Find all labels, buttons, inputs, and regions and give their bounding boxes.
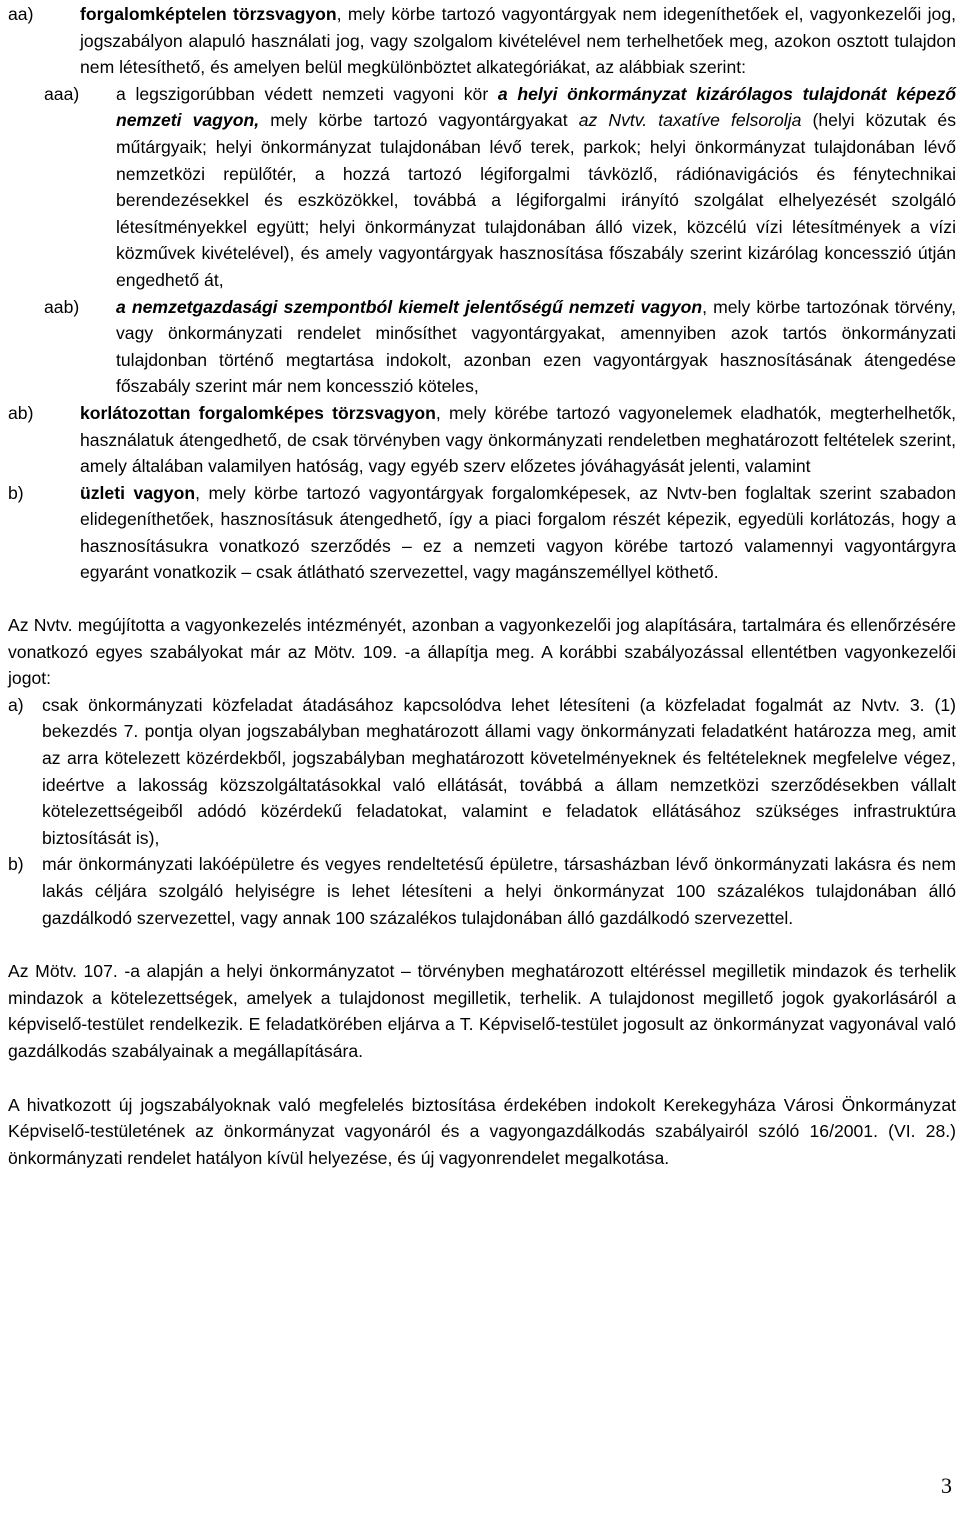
term-nemzetgazdasagi: a nemzetgazdasági szempontból kiemelt jelentőségű nemzeti vagyon bbox=[116, 296, 703, 317]
list-text-aab: , mely körbe tartozónak törvény, vagy önkormányzati rendelet minősíthet vagyontárgyakat, amennyiben azok tartós önkormányzati tulajdonban történő megtartása indokolt, azonban ezen vagyontárgyak hasznosításának átengedése főszabály szerint már nem koncesszió köteles, bbox=[116, 296, 956, 397]
list-item-b bbox=[8, 480, 956, 586]
paragraph-motv-107: Az Mötv. 107. -a alapján a helyi önkormányzatot – törvényben meghatározott eltéréssel megilletik mindazok és terhelik mindazok a kötelezettségek, amelyek a tulajdonost megilletik, terhelik. A tulajdonost megillető jogok gyakorlásáról a képviselő-testület rendelkezik. E feladatkörében eljárva a T. Képviselő-testület jogosult az önkormányzat vagyonával való gazdálkodás szabályainak a megállapítására. bbox=[8, 961, 956, 1061]
list-label-aab: aab) bbox=[44, 296, 80, 317]
term-forgalomkeptelen: forgalomképtelen törzsvagyon bbox=[80, 4, 337, 24]
paragraph-nvtv-intro: Az Nvtv. megújította a vagyonkezelés intézményét, azonban a vagyonkezelői jog alapítására, tartalmára és ellenőrzésére vonatkozó egyes szabályokat már az Mötv. 109. -a állapítja meg. A korábbi szabályozással ellentétben vagyonkezelői jogot: bbox=[8, 615, 956, 689]
paragraph-new-regulation: A hivatkozott új jogszabályoknak való megfelelés biztosítása érdekében indokolt Kerekegyháza Városi Önkormányzat Képviselő-testületének az önkormányzat vagyonáról és a vagyongazdálkodás szabályairól szóló 16/2001. (VI. 28.) önkormányzati rendelet hatályon kívül helyezése, és új vagyonrendelet megalkotása. bbox=[8, 1094, 956, 1168]
term-korlatozottan: korlátozottan forgalomképes törzsvagyon bbox=[80, 402, 436, 423]
list-text-aaa-2: mely körbe tartozó vagyontárgyakat bbox=[259, 110, 579, 131]
list-text-2b: már önkormányzati lakóépületre és vegyes rendeltetésű épületre, társasházban lévő önkormányzati lakásra és nem lakás céljára szolgáló helyiségre is lehet létesíteni a helyi önkormányzat 100 százalékos tulajdonában álló gazdálkodó szervezettel, vagy annak 100 százalékos tulajdonában álló gazdálkodó szervezettel. bbox=[42, 854, 956, 928]
list-label-2a: a) bbox=[8, 694, 24, 715]
list-item-ab bbox=[8, 400, 956, 480]
list-item-aaa bbox=[8, 81, 956, 294]
list-text-aaa-1: a legszigorúbban védett nemzeti vagyoni kör bbox=[116, 83, 498, 104]
list-text-aaa-3: (helyi közutak és műtárgyaik; helyi önkormányzat tulajdonában lévő terek, parkok; helyi önkormányzat tulajdonában lévő nemzetközi repülőtér, a hozzá tartozó légiforgalmi távközlő, rádiónavigációs és fénytechnikai berendezésekkel és eszközökkel, továbbá a légiforgalmi irányító szolgálat elhelyezését szolgáló létesítményekkel együtt; helyi önkormányzat tulajdonában álló vizek, közcélú vízi létesítmények a vízi közművek kivételével), és amely vagyontárgyak hasznosítása főszabály szerint kizárólag koncesszió útján engedhető át, bbox=[116, 110, 956, 290]
term-kizarolagos: a helyi önkormányzat kizárólagos tulajdonát képező nemzeti vagyon, bbox=[116, 83, 956, 131]
list-text-b: , mely körbe tartozó vagyontárgyak forgalomképesek, az Nvtv-ben foglaltak szerint szabadon elidegeníthetőek, hasznosításuk átengedhető, így a piaci forgalom részét képezik, egyedüli korlátozás, hogy a hasznosításukra vonatkozó szerződés – ez a nemzeti vagyon körébe tartozó valamennyi vagyontárgyra egyaránt vonatkozik – csak átlátható szervezettel, vagy magánszeméllyel köthető. bbox=[80, 482, 956, 583]
list-item-aa bbox=[8, 1, 956, 81]
list-item-aab bbox=[8, 294, 956, 400]
list-label-aa: aa) bbox=[8, 4, 34, 24]
spacer bbox=[8, 1065, 956, 1092]
list-item-2b bbox=[8, 851, 956, 931]
page-number: 3 bbox=[941, 1473, 952, 1498]
list-text-2a: csak önkormányzati közfeladat átadásához kapcsolódva lehet létesíteni (a közfeladat fogalmát az Nvtv. 3. (1) bekezdés 7. pontja olyan jogszabályban meghatározott állami vagy önkormányzati feladatként határozza meg, amit az arra kötelezett közérdekből, jogszabályban meghatározott követelményeknek és feltételeknek megfelelve végez, ideértve a lakosság közszolgáltatásokkal való ellátását, továbbá a állam nemzetközi szerződésekben vállalt kötelezettségeiből adódó közérdekű feladatokat, valamint e feladatok ellátásához szükséges infrastruktúra biztosítását is), bbox=[42, 694, 956, 848]
list-label-aaa: aaa) bbox=[44, 83, 80, 104]
spacer bbox=[8, 586, 956, 612]
list-label-ab: ab) bbox=[8, 402, 34, 423]
list-text-aa: , mely körbe tartozó vagyontárgyak nem idegeníthetőek el, vagyonkezelői jog, jogszabályon alapuló használati jog, vagy szolgalom kivételével nem terhelhetőek meg, azokon osztott tulajdon nem létesíthető, és amelyen belül megkülönböztet alkategóriákat, az alábbiak szerint: bbox=[80, 4, 956, 78]
document-page bbox=[8, 1, 956, 1171]
list-label-b: b) bbox=[8, 482, 24, 503]
list-item-2a bbox=[8, 692, 956, 852]
term-uzleti-vagyon: üzleti vagyon bbox=[80, 482, 196, 503]
list-text-ab: , mely körébe tartozó vagyonelemek eladhatók, megterhelhetők, használatuk átengedhető, de csak törvényben vagy önkormányzati rendeletben meghatározott feltételek szerint, amely általában valamilyen hatóság, vagy egyéb szerv előzetes jóváhagyását jelenti, valamint bbox=[80, 402, 957, 477]
list-label-2b: b) bbox=[8, 854, 24, 875]
spacer bbox=[8, 931, 956, 958]
italic-nvtv-taxative: az Nvtv. taxatíve felsorolja bbox=[578, 110, 802, 131]
